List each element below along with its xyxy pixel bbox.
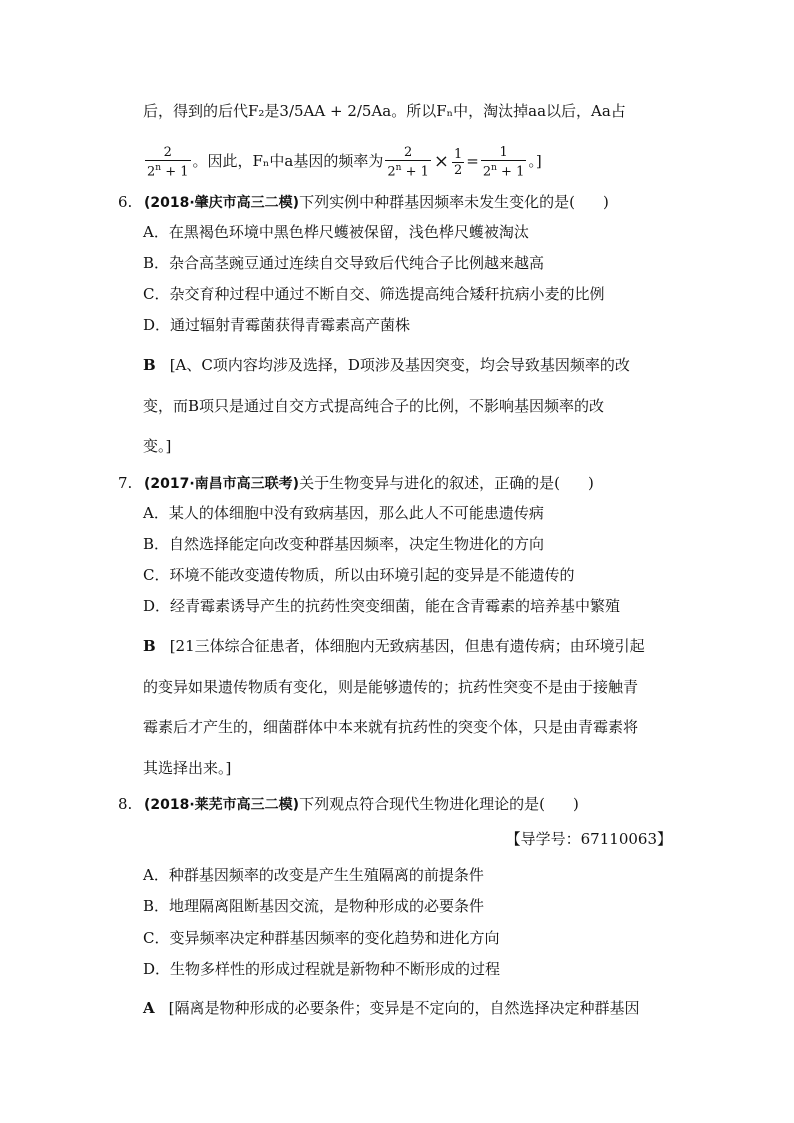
q6-option-b: B．杂合高茎豌豆通过连续自交导致后代纯合子比例越来越高 <box>143 254 545 272</box>
q7-answer-line-2: 的变异如果遗传物质有变化，则是能够遗传的；抗药性突变不是由于接触青 <box>143 678 639 696</box>
answer-letter: B <box>143 637 156 655</box>
times-sign: × <box>433 151 449 172</box>
q7-option-c: C．环境不能改变遗传物质，所以由环境引起的变异是不能遗传的 <box>143 566 575 584</box>
intro-line-1: 后，得到的后代F₂是3/5AA + 2/5Aa。所以Fₙ中，淘汰掉aa以后，Aa占 <box>143 102 626 120</box>
q8-option-a: A．种群基因频率的改变是产生生殖隔离的前提条件 <box>143 866 484 884</box>
question-source: (2018·肇庆市高三二模) <box>144 195 300 211</box>
answer-letter: B <box>143 356 156 374</box>
q6-answer-line-2: 变，而B项只是通过自交方式提高纯合子的比例，不影响基因频率的改 <box>143 397 605 415</box>
question-source: (2017·南昌市高三联考) <box>144 476 300 492</box>
q8-answer-line-1: A [隔离是物种形成的必要条件；变异是不定向的，自然选择决定种群基因 <box>143 999 640 1017</box>
fraction-2: $\frac{2}{2^n + 1}$ <box>387 144 429 180</box>
question-6-stem: 6. (2018·肇庆市高三二模)下列实例中种群基因频率未发生变化的是( ) <box>118 193 609 211</box>
q6-answer-line-3: 变。] <box>143 437 172 455</box>
q6-option-a: A．在黑褐色环境中黑色桦尺蠖被保留，浅色桦尺蠖被淘汰 <box>143 223 529 241</box>
fraction-3: $\frac{1}{2}$ <box>453 146 463 178</box>
fraction-4: $\frac{1}{2^n + 1}$ <box>482 144 525 180</box>
equals-sign: = <box>466 152 479 170</box>
intro-mid-text: 。因此，Fₙ中a基因的频率为 <box>192 152 384 170</box>
q7-option-d: D．经青霉素诱导产生的抗药性突变细菌，能在含青霉素的培养基中繁殖 <box>143 597 621 615</box>
answer-letter: A <box>143 999 155 1017</box>
q6-answer-line-1: B [A、C项内容均涉及选择，D项涉及基因突变，均会导致基因频率的改 <box>143 356 630 374</box>
q7-answer-line-1: B [21三体综合征患者，体细胞内无致病基因，但患有遗传病；由环境引起 <box>143 637 645 655</box>
q8-option-c: C．变异频率决定种群基因频率的变化趋势和进化方向 <box>143 929 500 947</box>
q8-option-b: B．地理隔离阻断基因交流，是物种形成的必要条件 <box>143 897 485 915</box>
q7-answer-line-3: 霉素后才产生的，细菌群体中本来就有抗药性的突变个体，只是由青霉素将 <box>143 718 639 736</box>
intro-end: 。] <box>528 152 542 170</box>
q7-option-a: A．某人的体细胞中没有致病基因，那么此人不可能患遗传病 <box>143 504 544 522</box>
q8-option-d: D．生物多样性的形成过程就是新物种不断形成的过程 <box>143 960 501 978</box>
intro-line-2 <box>143 141 542 182</box>
question-7-stem: 7. (2017·南昌市高三联考)关于生物变异与进化的叙述，正确的是( ) <box>118 474 594 492</box>
question-source: (2018·莱芜市高三二模) <box>144 797 300 813</box>
question-8-stem: 8. (2018·莱芜市高三二模)下列观点符合现代生物进化理论的是( ) <box>118 795 579 813</box>
guide-number: 【导学号：67110063】 <box>505 830 672 848</box>
q6-option-c: C．杂交育种过程中通过不断自交、筛选提高纯合矮秆抗病小麦的比例 <box>143 285 605 303</box>
q6-option-d: D．通过辐射青霉菌获得青霉素高产菌株 <box>143 316 411 334</box>
fraction-1: $\frac{2}{2^n + 1}$ <box>147 144 189 180</box>
q7-option-b: B．自然选择能定向改变种群基因频率，决定生物进化的方向 <box>143 535 545 553</box>
q7-answer-line-4: 其选择出来。] <box>143 759 232 777</box>
